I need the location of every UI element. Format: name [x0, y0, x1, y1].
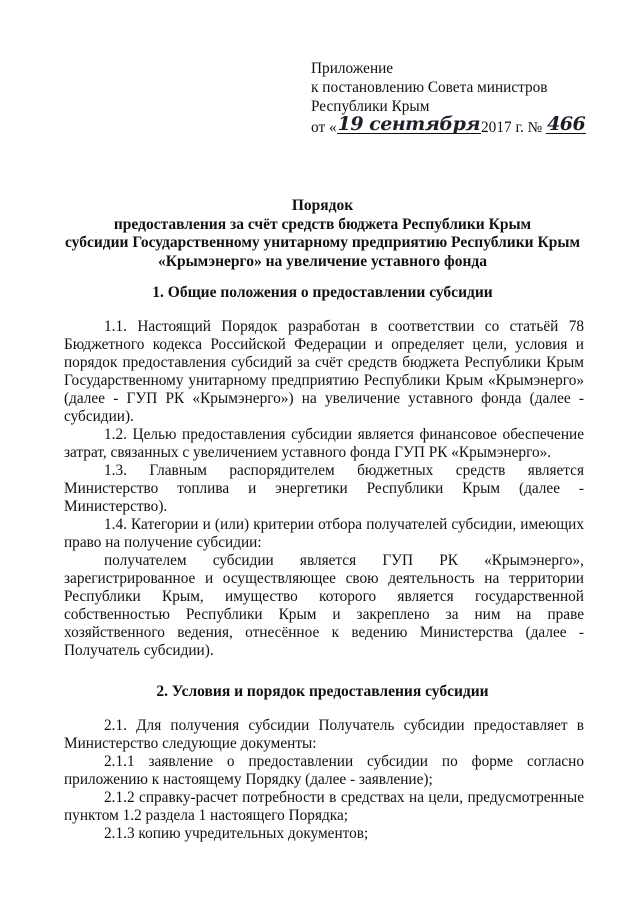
- title-line-3: субсидии Государственному унитарному предприятию Республики Крым: [65, 234, 580, 251]
- handwritten-number: 466: [547, 113, 586, 135]
- section-2-heading: 2. Условия и порядок предоставления субсидии: [156, 683, 489, 700]
- year-text: 2017 г. №: [481, 119, 543, 136]
- appendix-line-3: Республики Крым: [311, 98, 430, 115]
- section-1-body: [64, 318, 584, 660]
- appendix-date-line: [311, 113, 611, 136]
- paragraph-1-4-recipient: получателем субсидии является ГУП РК «Крымэнерго», зарегистрированное и осуществляющее свою деятельность на территории Республики Крым, имущество которого является государственной собственностью Республики Крым и закреплено за ним на праве хозяйственного ведения, отнесённое к ведению Министерства (далее - Получатель субсидии).: [64, 552, 584, 659]
- section-1-heading: 1. Общие положения о предоставлении субсидии: [152, 284, 493, 301]
- appendix-line-1: Приложение: [311, 60, 394, 77]
- paragraph-1-4: 1.4. Категории и (или) критерии отбора получателей субсидии, имеющих право на получение субсидии:: [64, 516, 584, 551]
- document-title: [60, 197, 585, 271]
- title-line-4: «Крымэнерго» на увеличение уставного фонда: [157, 252, 488, 270]
- appendix-line-2: к постановлению Совета министров: [311, 79, 548, 96]
- paragraph-2-1-1: 2.1.1 заявление о предоставлении субсидии по форме согласно приложению к настоящему Порядку (далее - заявление);: [64, 753, 584, 788]
- handwritten-date: 19 сентября: [337, 113, 481, 135]
- paragraph-2-1-3: 2.1.3 копию учредительных документов;: [104, 825, 369, 842]
- title-line-1: Порядок: [291, 197, 354, 214]
- section-2-body: [64, 717, 584, 843]
- title-line-2: предоставления за счёт средств бюджета Республики Крым: [113, 215, 532, 233]
- paragraph-2-1: 2.1. Для получения субсидии Получатель субсидии предоставляет в Министерство следующие документы:: [64, 717, 584, 752]
- paragraph-2-1-2: 2.1.2 справку-расчет потребности в средствах на цели, предусмотренные пунктом 1.2 раздела 1 настоящего Порядка;: [64, 789, 584, 824]
- paragraph-1-1: 1.1. Настоящий Порядок разработан в соответствии со статьёй 78 Бюджетного кодекса Российской Федерации и определяет цели, условия и порядок предоставления субсидий за счёт средств бюджета Республики Крым Государственному унитарному предприятию Республики Крым «Крымэнерго» (далее - ГУП РК «Крымэнерго») на увеличение уставного фонда (далее - субсидии).: [64, 318, 584, 425]
- date-prefix: от «: [311, 119, 337, 136]
- paragraph-1-3: 1.3. Главным распорядителем бюджетных средств является Министерство топлива и энергетики Республики Крым (далее - Министерство).: [64, 462, 584, 515]
- paragraph-1-2: 1.2. Целью предоставления субсидии является финансовое обеспечение затрат, связанных с увеличением уставного фонда ГУП РК «Крымэнерго».: [64, 426, 584, 461]
- appendix-block: [311, 60, 611, 136]
